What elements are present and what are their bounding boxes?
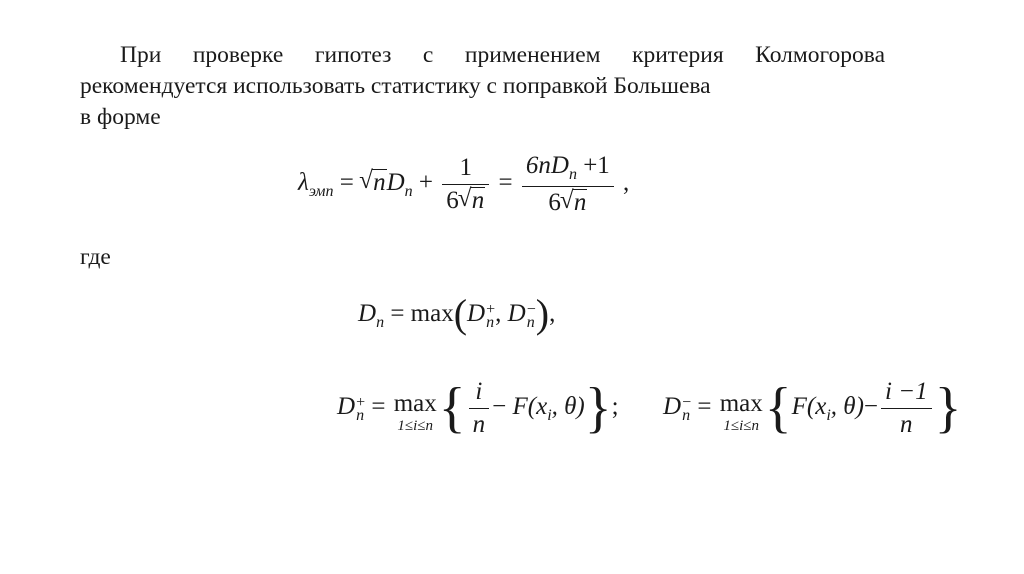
intro-paragraph <box>80 40 885 133</box>
intro-line-3: в форме <box>80 104 161 130</box>
intro-line-1: При проверке гипотез с применением критерия Колмогорова <box>120 42 885 68</box>
fraction-1-over-6sqrtn: $\frac{1}{6√ n}$ <box>442 154 489 215</box>
fraction-6nDn-plus-1: $\frac{6nD_n +1}{6√ n}$ <box>522 152 614 217</box>
right-paren: ) <box>535 291 550 336</box>
dn-max-formula: $D_n = \max(D$ + n , D − n ), <box>358 291 556 336</box>
intro-line-2: рекомендуется использовать статистику с поправкой Большева <box>80 73 711 99</box>
lambda-subscript: эмп <box>308 183 334 201</box>
left-paren: ( <box>453 291 468 336</box>
sqrt-n: √ n <box>360 169 387 197</box>
lambda-formula: $\lambda_{эмп}$ = √ $nD_n$ + $\frac{1}{6√ n}$ = $\frac{6nD_n +1}{6√ n}$ , <box>298 152 629 217</box>
lambda-symbol: λ <box>298 169 309 197</box>
where-label: где <box>80 244 111 270</box>
dn-minus-formula: D − n = max 1≤i≤n {$F(x_i$, θ)− $\frac{i -1}{n}$ } <box>663 377 962 439</box>
dn-plus-formula: D + n = max 1≤i≤n { $\frac{i}{n}$ − $F(x_i$, θ)}; <box>337 377 619 439</box>
